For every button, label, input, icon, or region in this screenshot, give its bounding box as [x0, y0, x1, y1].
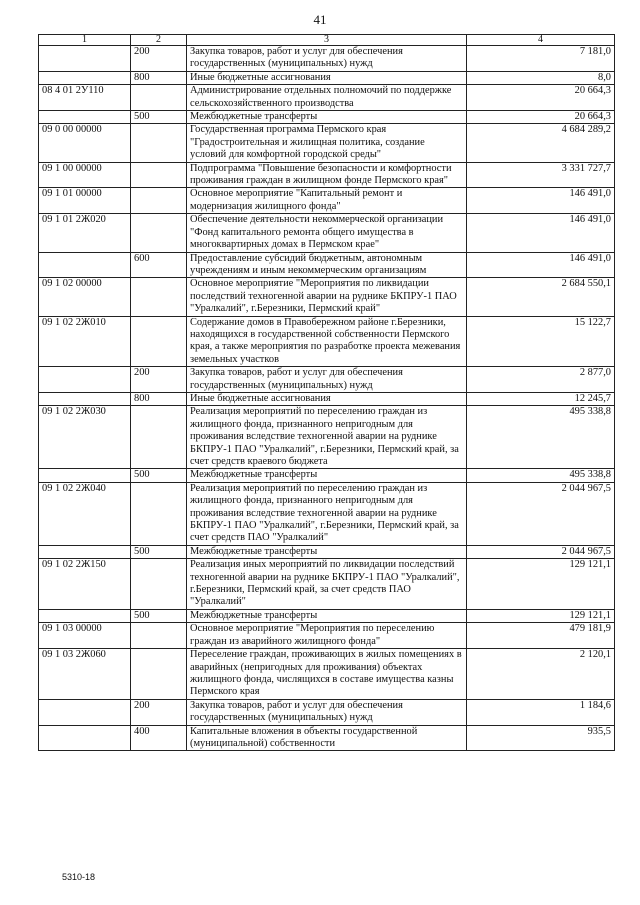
- expense-type-cell: 800: [131, 392, 187, 405]
- amount-cell: 7 181,0: [467, 46, 615, 72]
- table-row: [39, 71, 615, 84]
- code-cell: [39, 367, 131, 393]
- code-cell: [39, 252, 131, 278]
- expense-type-cell: [131, 188, 187, 214]
- expense-type-cell: 200: [131, 46, 187, 72]
- expense-type-cell: [131, 559, 187, 610]
- code-cell: 09 1 01 00000: [39, 188, 131, 214]
- table-row: [39, 367, 615, 393]
- description-cell: Закупка товаров, работ и услуг для обеспечения государственных (муниципальных) нужд: [187, 46, 467, 72]
- table-row: [39, 482, 615, 545]
- document-code: 5310-18: [62, 872, 96, 882]
- description-cell: Государственная программа Пермского края "Градостроительная и жилищная политика, создание условий для комфортной городской среды": [187, 124, 467, 162]
- code-cell: [39, 46, 131, 72]
- expense-type-cell: [131, 214, 187, 252]
- code-cell: 09 1 02 2Ж030: [39, 406, 131, 469]
- amount-cell: 20 664,3: [467, 111, 615, 124]
- expense-type-cell: 200: [131, 699, 187, 725]
- column-header-description: 3: [187, 35, 467, 46]
- expense-type-cell: 400: [131, 725, 187, 751]
- code-cell: 09 1 02 2Ж150: [39, 559, 131, 610]
- expense-type-cell: [131, 162, 187, 188]
- description-cell: Основное мероприятие "Капитальный ремонт и модернизация жилищного фонда": [187, 188, 467, 214]
- description-cell: Межбюджетные трансферты: [187, 111, 467, 124]
- description-cell: Переселение граждан, проживающих в жилых помещениях в аварийных (непригодных для проживания) объектах жилищного фонда, числящихся в составе имущества казны Пермского края: [187, 649, 467, 700]
- code-cell: 09 1 02 2Ж040: [39, 482, 131, 545]
- code-cell: 09 1 03 00000: [39, 623, 131, 649]
- code-cell: 09 1 03 2Ж060: [39, 649, 131, 700]
- description-cell: Межбюджетные трансферты: [187, 545, 467, 558]
- amount-cell: 146 491,0: [467, 188, 615, 214]
- description-cell: Основное мероприятие "Мероприятия по переселению граждан из аварийного жилищного фонда": [187, 623, 467, 649]
- description-cell: Иные бюджетные ассигнования: [187, 392, 467, 405]
- amount-cell: 1 184,6: [467, 699, 615, 725]
- code-cell: 08 4 01 2У110: [39, 85, 131, 111]
- description-cell: Реализация иных мероприятий по ликвидации последствий техногенной аварии на руднике БКПРУ-1 ПАО "Уралкалий", г.Березники, Пермский край, за счет средств ПАО "Уралкалий": [187, 559, 467, 610]
- column-header-type: 2: [131, 35, 187, 46]
- expense-type-cell: [131, 482, 187, 545]
- expense-type-cell: [131, 649, 187, 700]
- code-cell: 09 0 00 00000: [39, 124, 131, 162]
- table-row: [39, 649, 615, 700]
- table-row: [39, 699, 615, 725]
- table-row: [39, 559, 615, 610]
- table-row: [39, 406, 615, 469]
- expense-type-cell: [131, 406, 187, 469]
- page-number: 41: [313, 12, 327, 27]
- description-cell: Иные бюджетные ассигнования: [187, 71, 467, 84]
- table-row: [39, 725, 615, 751]
- table-row: [39, 278, 615, 316]
- expense-type-cell: [131, 124, 187, 162]
- code-cell: [39, 545, 131, 558]
- code-cell: 09 1 02 2Ж010: [39, 316, 131, 367]
- expense-type-cell: [131, 278, 187, 316]
- amount-cell: 2 044 967,5: [467, 482, 615, 545]
- expense-type-cell: [131, 85, 187, 111]
- description-cell: Администрирование отдельных полномочий по поддержке сельскохозяйственного производства: [187, 85, 467, 111]
- code-cell: [39, 725, 131, 751]
- table-row: [39, 162, 615, 188]
- expense-type-cell: 500: [131, 111, 187, 124]
- expense-type-cell: 500: [131, 609, 187, 622]
- amount-cell: 8,0: [467, 71, 615, 84]
- description-cell: Закупка товаров, работ и услуг для обеспечения государственных (муниципальных) нужд: [187, 699, 467, 725]
- description-cell: Закупка товаров, работ и услуг для обеспечения государственных (муниципальных) нужд: [187, 367, 467, 393]
- expense-type-cell: 800: [131, 71, 187, 84]
- table-row: [39, 609, 615, 622]
- expense-type-cell: 200: [131, 367, 187, 393]
- table-row: [39, 316, 615, 367]
- description-cell: Межбюджетные трансферты: [187, 609, 467, 622]
- code-cell: 09 1 01 2Ж020: [39, 214, 131, 252]
- expense-type-cell: 600: [131, 252, 187, 278]
- table-row: [39, 85, 615, 111]
- table-row: [39, 545, 615, 558]
- code-cell: [39, 699, 131, 725]
- amount-cell: 12 245,7: [467, 392, 615, 405]
- code-cell: 09 1 00 00000: [39, 162, 131, 188]
- amount-cell: 129 121,1: [467, 609, 615, 622]
- column-header-amount: 4: [467, 35, 615, 46]
- amount-cell: 2 877,0: [467, 367, 615, 393]
- table-row: [39, 46, 615, 72]
- budget-table: [38, 34, 615, 751]
- amount-cell: 2 120,1: [467, 649, 615, 700]
- amount-cell: 15 122,7: [467, 316, 615, 367]
- table-row: [39, 623, 615, 649]
- code-cell: [39, 71, 131, 84]
- amount-cell: 479 181,9: [467, 623, 615, 649]
- table-row: [39, 252, 615, 278]
- table-row: [39, 214, 615, 252]
- amount-cell: 20 664,3: [467, 85, 615, 111]
- table-row: [39, 392, 615, 405]
- amount-cell: 146 491,0: [467, 252, 615, 278]
- table-row: [39, 469, 615, 482]
- amount-cell: 495 338,8: [467, 469, 615, 482]
- description-cell: Капитальные вложения в объекты государственной (муниципальной) собственности: [187, 725, 467, 751]
- table-header-row: [39, 35, 615, 46]
- amount-cell: 146 491,0: [467, 214, 615, 252]
- table-row: [39, 124, 615, 162]
- code-cell: [39, 111, 131, 124]
- amount-cell: 935,5: [467, 725, 615, 751]
- expense-type-cell: 500: [131, 545, 187, 558]
- code-cell: 09 1 02 00000: [39, 278, 131, 316]
- description-cell: Межбюджетные трансферты: [187, 469, 467, 482]
- expense-type-cell: [131, 623, 187, 649]
- description-cell: Основное мероприятие "Мероприятия по ликвидации последствий техногенной аварии на руднике БКПРУ-1 ПАО "Уралкалий", г.Березники, Пермский край": [187, 278, 467, 316]
- amount-cell: 4 684 289,2: [467, 124, 615, 162]
- code-cell: [39, 392, 131, 405]
- code-cell: [39, 469, 131, 482]
- description-cell: Подпрограмма "Повышение безопасности и комфортности проживания граждан в жилищном фонде Пермского края": [187, 162, 467, 188]
- amount-cell: 495 338,8: [467, 406, 615, 469]
- code-cell: [39, 609, 131, 622]
- amount-cell: 129 121,1: [467, 559, 615, 610]
- description-cell: Обеспечение деятельности некоммерческой организации "Фонд капитального ремонта общего имущества в многоквартирных домах в Пермском крае": [187, 214, 467, 252]
- expense-type-cell: [131, 316, 187, 367]
- description-cell: Предоставление субсидий бюджетным, автономным учреждениям и иным некоммерческим организациям: [187, 252, 467, 278]
- expense-type-cell: 500: [131, 469, 187, 482]
- amount-cell: 2 684 550,1: [467, 278, 615, 316]
- description-cell: Реализация мероприятий по переселению граждан из жилищного фонда, признанного непригодным для проживания вследствие техногенной аварии на руднике БКПРУ-1 ПАО "Уралкалий", г.Березники, Пермский край, за счет средств краевого бюджета: [187, 406, 467, 469]
- amount-cell: 2 044 967,5: [467, 545, 615, 558]
- table-body: [39, 46, 615, 751]
- amount-cell: 3 331 727,7: [467, 162, 615, 188]
- table-row: [39, 188, 615, 214]
- table-row: [39, 111, 615, 124]
- description-cell: Содержание домов в Правобережном районе г.Березники, находящихся в государственной собственности Пермского края, а также мероприятия по разработке проекта межевания земельных участков: [187, 316, 467, 367]
- description-cell: Реализация мероприятий по переселению граждан из жилищного фонда, признанного непригодным для проживания вследствие техногенной аварии на руднике БКПРУ-1 ПАО "Уралкалий", г.Березники, Пермский край, за счет средств ПАО "Уралкалий": [187, 482, 467, 545]
- column-header-code: 1: [39, 35, 131, 46]
